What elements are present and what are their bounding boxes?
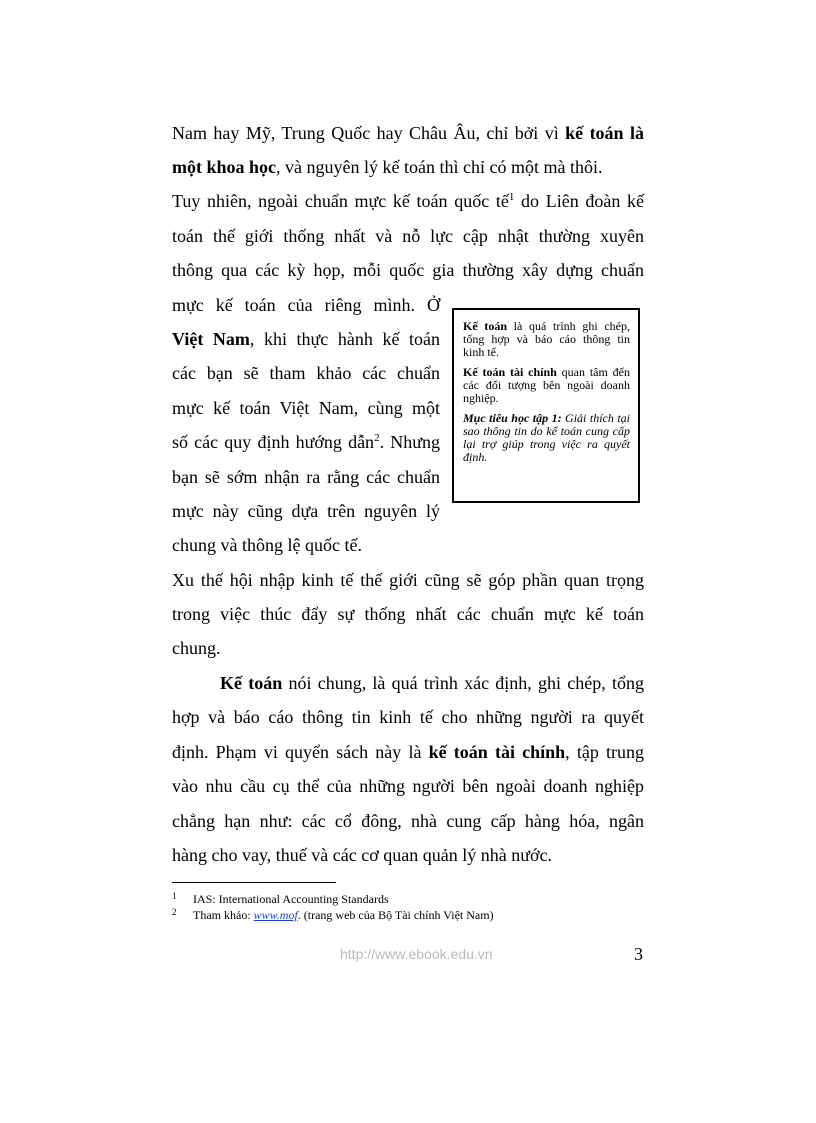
body-line — [172, 156, 644, 178]
body-line: Xu thế hội nhập kinh tế thế giới cũng sẽ góp phần quan trọng — [172, 570, 644, 590]
note-text: quan tâm đến các đối tượng bên ngoài doanh nghiệp. — [463, 365, 630, 405]
margin-note-definition — [463, 366, 630, 405]
body-line — [172, 190, 644, 212]
body-line: chẳng hạn như: các cổ đông, nhà cung cấp hàng hóa, ngân — [172, 811, 644, 831]
body-line — [172, 741, 644, 763]
body-line: các bạn sẽ tham khảo các chuẩn — [172, 363, 440, 383]
body-bold-text: Việt Nam — [172, 329, 250, 349]
body-line: hợp và báo cáo thông tin kinh tế cho những người ra quyết — [172, 707, 644, 727]
body-line: thông qua các kỳ họp, mỗi quốc gia thường xây dựng chuẩn — [172, 260, 644, 280]
body-line — [172, 328, 440, 350]
footnote-prefix: Tham khảo: — [193, 908, 254, 922]
note-term: Kế toán tài chính — [463, 365, 557, 379]
body-text: , tập trung — [565, 742, 644, 762]
footnote-suffix: . (trang web của Bộ Tài chính Việt Nam) — [297, 908, 494, 922]
body-line: mực kế toán Việt Nam, cùng một — [172, 398, 440, 418]
footnote-ref-2[interactable]: 2 — [374, 432, 380, 444]
body-line: mực kế toán của riêng mình. Ở — [172, 295, 440, 315]
body-line: vào nhu cầu cụ thể của những người bên ngoài doanh nghiệp — [172, 776, 644, 796]
footnote-link[interactable]: www.mof — [253, 908, 298, 922]
body-bold-text: kế toán là — [565, 123, 644, 143]
body-line — [172, 122, 644, 144]
body-line — [172, 431, 440, 453]
margin-note-definition — [463, 320, 630, 359]
margin-note-box — [452, 308, 640, 503]
body-text: Nam hay Mỹ, Trung Quốc hay Châu Âu, chỉ bởi vì — [172, 123, 566, 143]
body-text: , và nguyên lý kế toán thì chỉ có một mà thôi. — [276, 157, 603, 177]
footnote-separator — [172, 882, 336, 883]
footnote-text: IAS: International Accounting Standards — [193, 892, 389, 906]
body-text: . Nhưng — [379, 432, 440, 452]
body-bold-text: Kế toán — [220, 673, 283, 693]
body-text: , khi thực hành kế toán — [249, 329, 440, 349]
body-text: số các quy định hướng dẫn — [172, 432, 375, 452]
body-text: nói chung, là quá trình xác định, ghi chép, tổng — [282, 673, 644, 693]
note-term: Kế toán — [463, 319, 507, 333]
body-bold-text: một khoa học — [172, 157, 277, 177]
body-bold-text: kế toán tài chính — [428, 742, 566, 762]
note-text: là quá trình ghi chép, tổng hợp và báo cáo thông tin kinh tế. — [463, 319, 630, 359]
body-line: chung và thông lệ quốc tế. — [172, 535, 362, 555]
body-line: bạn sẽ sớm nhận ra rằng các chuẩn — [172, 467, 440, 487]
footnote-text — [193, 908, 494, 922]
note-text: Giải thích tại sao thông tin do kế toán cung cấp lại trợ giúp trong việc ra quyết định. — [463, 411, 631, 464]
body-line: mực này cũng dựa trên nguyên lý — [172, 501, 440, 521]
body-line: hàng cho vay, thuế và các cơ quan quản lý nhà nước. — [172, 845, 552, 865]
note-term: Mục tiêu học tập 1: — [463, 411, 562, 425]
page-number: 3 — [634, 944, 643, 964]
footnote-number: 2 — [172, 907, 177, 917]
footnote-ref-1[interactable]: 1 — [508, 191, 515, 203]
body-line: chung. — [172, 638, 221, 658]
footer-watermark-url: http://www.ebook.edu.vn — [340, 946, 493, 962]
body-line: trong việc thúc đẩy sự thống nhất các chuẩn mực kế toán — [172, 604, 644, 624]
footnote-number: 1 — [172, 891, 177, 901]
body-text: Tuy nhiên, ngoài chuẩn mực kế toán quốc tế — [172, 191, 509, 211]
body-text: định. Phạm vi quyển sách này là — [172, 742, 429, 762]
body-text: do Liên đoàn kế — [514, 191, 645, 211]
margin-note-learning-goal — [463, 412, 630, 464]
body-line: toán thế giới thống nhất và nỗ lực cập nhật thường xuyên — [172, 226, 644, 246]
body-line — [220, 672, 644, 694]
